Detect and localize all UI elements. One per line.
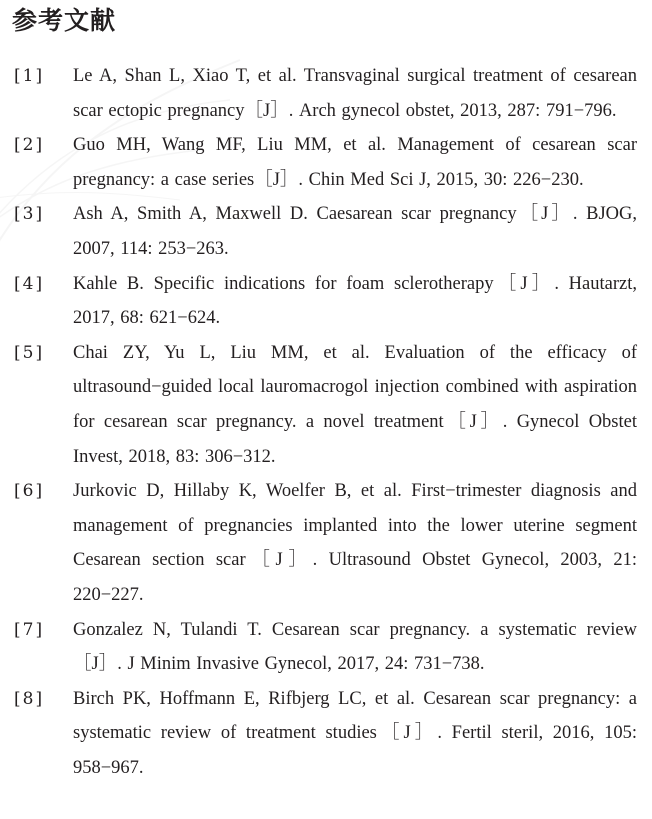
reference-number: [8] [14,688,45,709]
reference-item [0,474,652,612]
reference-number: [3] [14,204,45,225]
section-title: 参考文献 [12,6,117,35]
reference-text: Chai ZY, Yu L, Liu MM, et al. Evaluation of the efficacy of ultrasound−guided local lauromacrogol injection combined with aspiration for cesarean scar pregnancy. a novel treatment［J］. Gynecol Obstet Invest, 2018, 83: 306−312. [73,342,637,467]
reference-item [0,682,652,786]
reference-text: Guo MH, Wang MF, Liu MM, et al. Management of cesarean scar pregnancy: a case series［J］. Chin Med Sci J, 2015, 30: 226−230. [73,135,637,190]
reference-item [0,336,652,474]
reference-number: [7] [14,619,45,640]
reference-text: Jurkovic D, Hillaby K, Woelfer B, et al. First−trimester diagnosis and management of pregnancies implanted into the lower uterine segment Cesarean section scar［J］. Ultrasound Obstet Gynecol, 2003, 21: 220−227. [73,481,637,605]
reference-number: [4] [14,273,45,294]
reference-text: Birch PK, Hoffmann E, Rifbjerg LC, et al. Cesarean scar pregnancy: a systematic review of treatment studies［J］. Fertil steril, 2016, 105: 958−967. [73,688,637,778]
reference-text: Gonzalez N, Tulandi T. Cesarean scar pregnancy. a systematic review［J］. J Minim Invasive Gynecol, 2017, 24: 731−738. [73,619,637,675]
reference-number: [5] [14,342,45,363]
reference-item [0,59,652,128]
reference-item [0,613,652,682]
reference-text: Kahle B. Specific indications for foam sclerotherapy［J］. Hautarzt, 2017, 68: 621−624. [73,273,637,329]
reference-number: [1] [14,66,45,86]
reference-text: Ash A, Smith A, Maxwell D. Caesarean scar pregnancy［J］. BJOG, 2007, 114: 253−263. [73,204,637,259]
reference-item [0,267,652,336]
reference-text: Le A, Shan L, Xiao T, et al. Transvaginal surgical treatment of cesarean scar ectopic pregnancy［J］. Arch gynecol obstet, 2013, 287: 791−796. [73,66,637,121]
reference-number: [2] [14,135,45,156]
reference-item [0,128,652,197]
reference-item [0,197,652,266]
reference-list [0,59,652,785]
reference-number: [6] [14,481,45,502]
